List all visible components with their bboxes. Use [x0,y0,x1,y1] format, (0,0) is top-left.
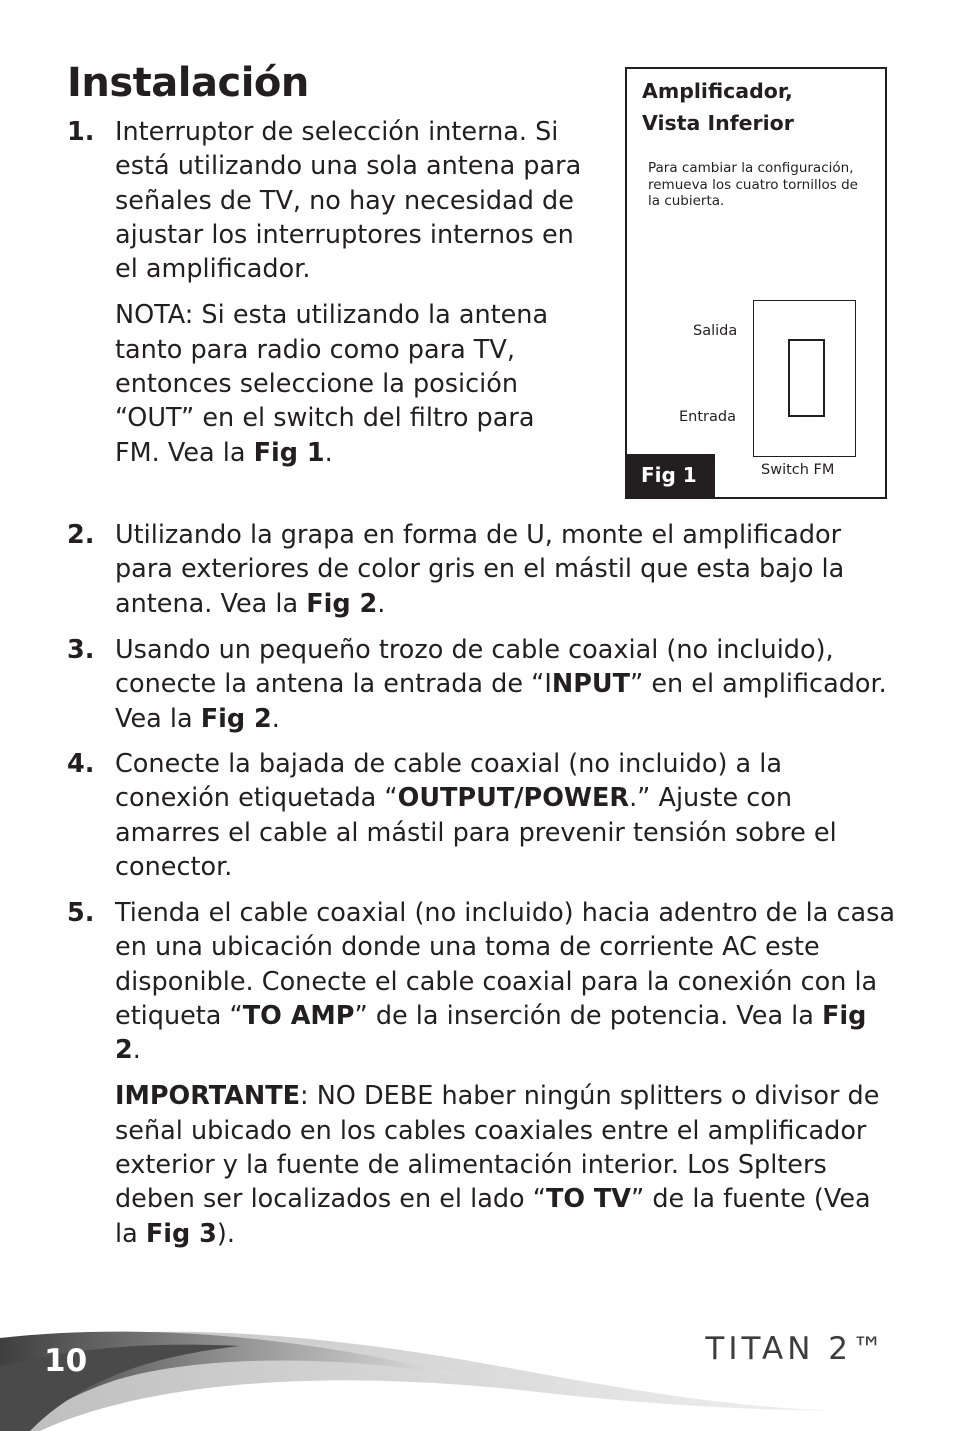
note-text-end: . [324,437,333,468]
text-segment: Conecte la bajada de cable coaxial (no incluido) a la conexión etiquetada “ [115,749,782,814]
figure-reference: Fig 2 [115,1000,867,1066]
page-number: 10 [44,1343,88,1379]
text-segment: ). [216,1218,235,1249]
item-number: 4. [67,749,95,779]
item-number: 1. [67,117,95,147]
amplifier-bottom-panel [753,300,856,457]
list-item [67,115,587,470]
item-text [115,518,887,621]
figure-title-line: Amplificador, [642,79,793,103]
important-note [115,1079,897,1250]
list-item [67,518,887,621]
text-segment: ” en el amplificador. Vea la [115,669,887,734]
item-text: Interruptor de selección interna. Si está utilizando una sola antena para señales de TV, no hay necesidad de ajustar los interruptores internos en el amplificador. [115,117,582,285]
important-label: IMPORTANTE [115,1081,301,1112]
figure-tag: Fig 1 [627,454,715,497]
list-item [67,633,887,736]
text-segment: . [271,703,280,734]
figure-reference: Fig 2 [306,588,378,619]
fm-switch-slot [788,339,825,417]
item-number: 2. [67,520,95,550]
item-number: 5. [67,898,95,928]
brand-name: TITAN 2™ [705,1331,887,1367]
text-segment: : NO DEBE haber ningún splitters o divisor de señal ubicado en los cables coaxiales entre el amplificador exterior y la fuente de alimentación interior. Los Splters deben ser localizados en el lado “ [115,1081,880,1215]
figure-reference: Fig 2 [200,703,272,734]
figure-title [642,75,794,139]
connector-label: TO TV [545,1184,632,1215]
text-segment: ” de la fuente (Vea la [115,1184,871,1249]
text-segment: Utilizando la grapa en forma de U, monte el amplificador para exteriores de color gris en el mástil que esta bajo la antena. Vea la [115,520,845,619]
connector-label: TO AMP [242,1000,355,1031]
figure-reference: Fig 3 [145,1218,217,1249]
connector-label: NPUT [551,669,631,700]
figure-title-line: Vista Inferior [642,111,794,135]
page-title: Instalación [67,60,309,106]
item-text [115,747,887,884]
connector-label: OUTPUT/POWER [397,783,630,814]
figure-reference: Fig 1 [253,437,325,468]
text-segment: .” Ajuste con amarres el cable al mástil para prevenir tensión sobre el conector. [115,783,837,882]
label-switch-fm: Switch FM [761,462,835,478]
item-text [115,896,897,1067]
text-segment: Tienda el cable coaxial (no incluido) hacia adentro de la casa en una ubicación donde una toma de corriente AC este disponible. Conecte el cable coaxial para la conexión con la etiqueta “ [115,898,896,1031]
figure-1 [625,67,887,499]
label-entrada: Entrada [679,409,736,425]
list-item [67,747,887,884]
note-text: NOTA: Si esta utilizando la antena tanto para radio como para TV, entonces seleccione la posición “OUT” en el switch del filtro para FM. Vea la [115,300,549,468]
list-item [67,896,897,1251]
text-segment: Usando un pequeño trozo de cable coaxial (no incluido), conecte la antena la entrada de “I [115,635,834,700]
item-number: 3. [67,635,95,665]
text-segment: . [132,1035,141,1066]
item-note [115,298,587,469]
text-segment: . [377,588,386,619]
item-text [115,633,887,736]
text-segment: ” de la inserción de potencia. Vea la [354,1000,822,1031]
label-salida: Salida [693,323,738,339]
figure-note: Para cambiar la configuración, remueva los cuatro tornillos de la cubierta. [648,160,858,209]
